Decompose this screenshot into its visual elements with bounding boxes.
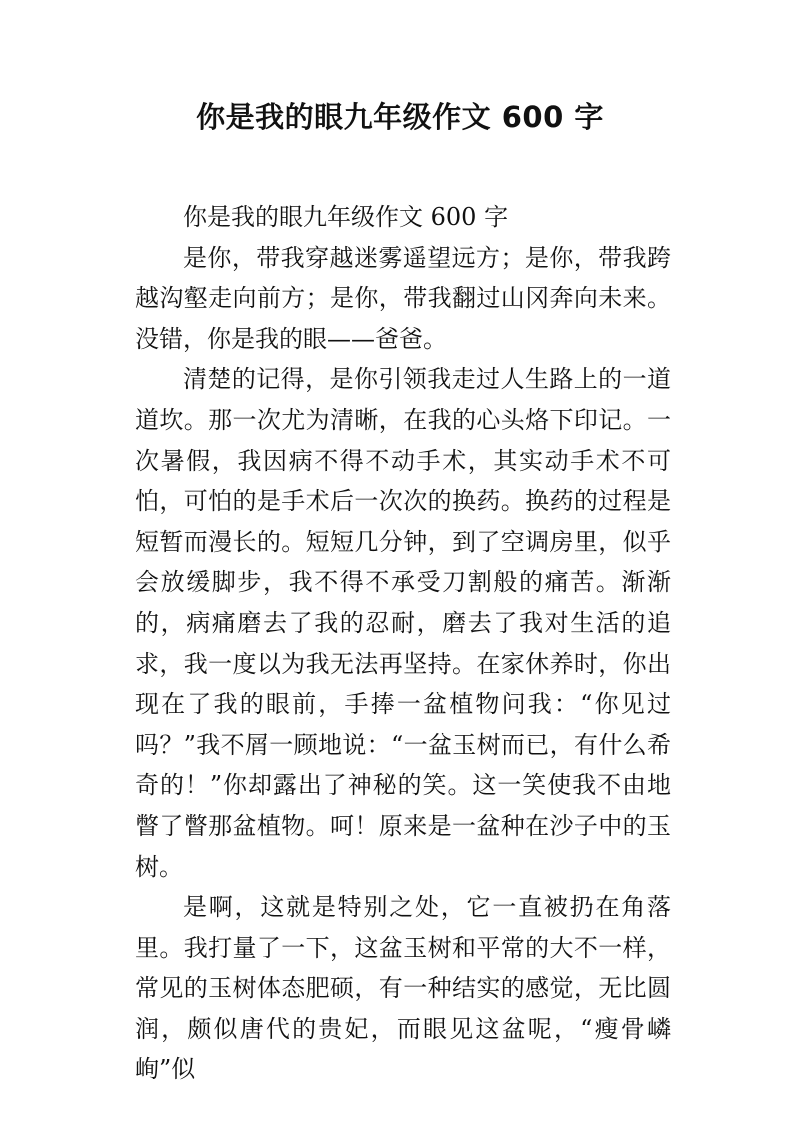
document-body [135, 197, 671, 1090]
paragraph-intro: 是你，带我穿越迷雾遥望远方；是你，带我跨越沟壑走向前方；是你，带我翻过山冈奔向未来。没错，你是我的眼——爸爸。 [135, 243, 671, 353]
paragraph-heading: 你是我的眼九年级作文 600 字 [183, 203, 509, 231]
paragraph-jade-tree: 是啊，这就是特别之处，它一直被扔在角落里。我打量了一下，这盆玉树和平常的大不一样，常见的玉树体态肥硕，有一种结实的感觉，无比圆润，颇似唐代的贵妃，而眼见这盆呢，“瘦骨嶙峋”似 [135, 893, 671, 1084]
paragraph-memory: 清楚的记得，是你引领我走过人生路上的一道道坎。那一次尤为清晰，在我的心头烙下印记。一次暑假，我因病不得不动手术，其实动手术不可怕，可怕的是手术后一次次的换药。换药的过程是短暂而漫长的。短短几分钟，到了空调房里，似乎会放缓脚步，我不得不承受刀割般的痛苦。渐渐的，病痛磨去了我的忍耐，磨去了我对生活的追求，我一度以为我无法再坚持。在家休养时，你出现在了我的眼前，手捧一盆植物问我：“你见过吗？”我不屑一顾地说：“一盆玉树而已，有什么希奇的！”你却露出了神秘的笑。这一笑使我不由地瞥了瞥那盆植物。呵！原来是一盆种在沙子中的玉树。 [135, 365, 671, 881]
document-title: 你是我的眼九年级作文 600 字 [196, 100, 604, 134]
